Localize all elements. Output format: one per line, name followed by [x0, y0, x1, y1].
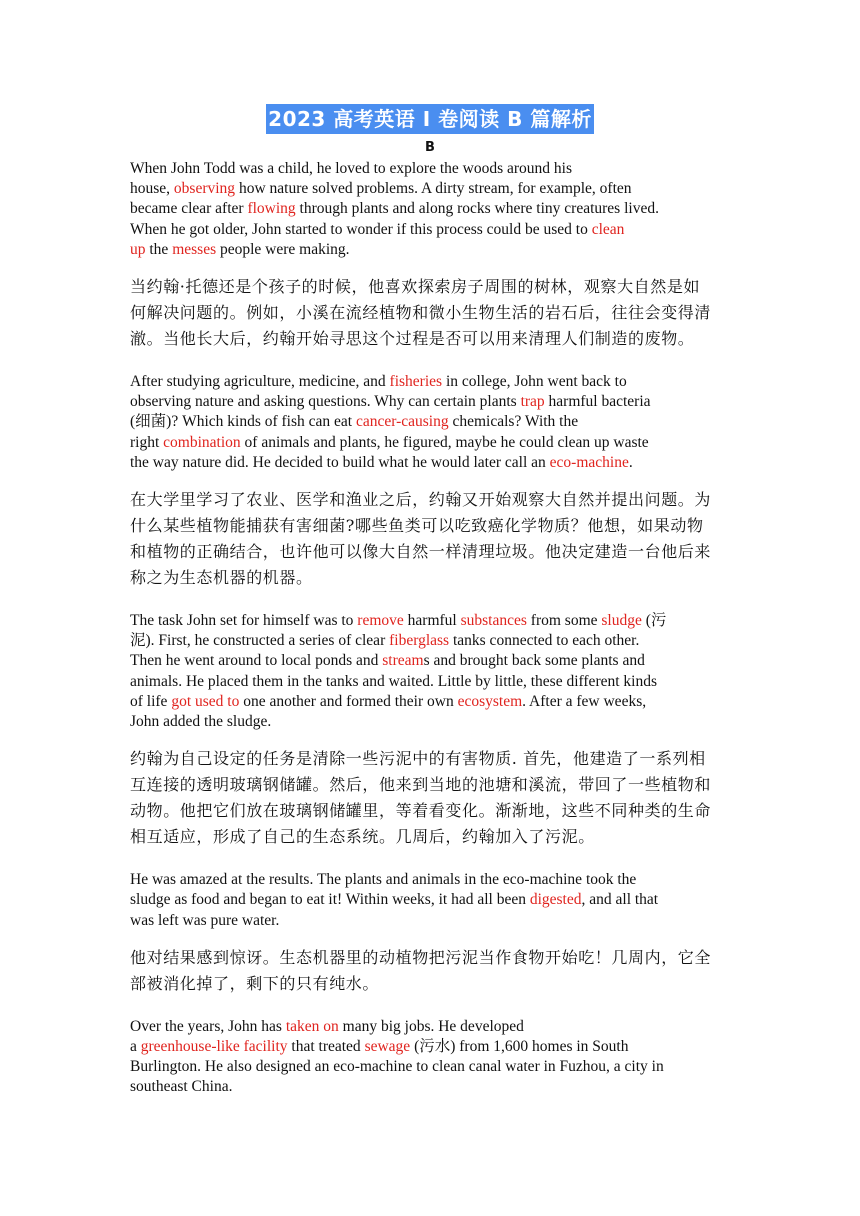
highlighted-vocab: ecosystem	[457, 692, 523, 710]
text-segment: , and all that	[581, 891, 659, 909]
highlighted-vocab: stream	[382, 652, 424, 670]
text-segment: harmful bacteria	[544, 393, 651, 411]
highlighted-vocab: sludge	[601, 612, 642, 630]
text-segment: 泥). First, he constructed a series of clear	[130, 632, 390, 650]
text-segment: 当约翰·托德还是个孩子的时候，他喜欢探索房子周围的树林，观察大自然是如	[130, 277, 701, 297]
highlighted-vocab: combination	[163, 433, 241, 451]
paragraph-gap	[130, 997, 730, 1017]
text-segment: sludge as food and began to eat it! Within weeks, it had all been	[130, 891, 530, 909]
highlighted-vocab: substances	[460, 612, 527, 630]
text-line	[130, 870, 730, 890]
text-segment: observing nature and asking questions. Why can certain plants	[130, 393, 521, 411]
paragraph-gap	[130, 931, 730, 945]
highlighted-vocab: digested	[529, 891, 582, 909]
text-line	[130, 220, 730, 240]
paragraph-gap	[130, 850, 730, 870]
text-segment: how nature solved problems. A dirty stream, for example, often	[235, 180, 632, 198]
text-segment: He was amazed at the results. The plants and animals in the eco-machine took the	[130, 871, 637, 889]
text-line	[130, 824, 730, 850]
text-segment: the way nature did. He decided to build what he would later call an	[130, 453, 550, 471]
text-line	[130, 631, 730, 651]
highlighted-vocab: eco-machine	[549, 453, 629, 471]
text-line	[130, 1077, 730, 1097]
text-line	[130, 159, 730, 179]
text-segment: chemicals? With the	[448, 413, 579, 431]
text-segment: that treated	[287, 1038, 365, 1056]
highlighted-vocab: messes	[172, 240, 217, 258]
text-line	[130, 372, 730, 392]
text-segment: John added the sludge.	[130, 713, 272, 731]
text-segment: people were making.	[216, 240, 350, 258]
text-segment: 动物。他把它们放在玻璃钢储罐里，等着看变化。渐渐地，这些不同种类的生命	[130, 801, 712, 821]
text-line	[130, 179, 730, 199]
text-line	[130, 513, 730, 539]
text-segment: the	[145, 240, 173, 258]
text-line	[130, 911, 730, 931]
title-wrap	[0, 104, 860, 137]
text-segment: 部被消化掉了，剩下的只有纯水。	[130, 973, 380, 993]
text-segment: When he got older, John started to wonder if this process could be used to	[130, 220, 592, 238]
text-line	[130, 199, 730, 219]
text-segment: southeast China.	[130, 1078, 233, 1096]
text-segment: .	[628, 453, 633, 471]
text-line	[130, 1057, 730, 1077]
text-segment: The task John set for himself was to	[130, 612, 358, 630]
text-segment: (细菌)? Which kinds of fish can eat	[130, 413, 356, 431]
text-segment: became clear after	[130, 200, 248, 218]
text-segment: in college, John went back to	[442, 373, 627, 391]
text-segment: through plants and along rocks where tiny creatures lived.	[295, 200, 659, 218]
text-line	[130, 1037, 730, 1057]
text-line	[130, 971, 730, 997]
text-line	[130, 565, 730, 591]
text-segment: tanks connected to each other.	[449, 632, 640, 650]
text-segment: 何解决问题的。例如，小溪在流经植物和微小生物生活的岩石后，往往会变得清	[130, 303, 712, 323]
english-paragraph	[130, 1017, 730, 1098]
text-segment: of animals and plants, he figured, maybe he could clean up waste	[240, 433, 649, 451]
chinese-translation	[130, 274, 730, 352]
paragraph-list	[130, 159, 730, 1098]
text-segment: one another and formed their own	[239, 692, 458, 710]
text-segment: harmful	[403, 612, 461, 630]
text-line	[130, 300, 730, 326]
text-line	[130, 772, 730, 798]
document-page	[130, 104, 730, 1098]
text-line	[130, 412, 730, 432]
english-paragraph	[130, 611, 730, 732]
highlighted-vocab: up	[130, 240, 146, 258]
highlighted-vocab: sewage	[364, 1038, 411, 1056]
text-line	[130, 611, 730, 631]
text-line	[130, 1017, 730, 1037]
highlighted-vocab: taken on	[285, 1017, 339, 1035]
text-segment: Then he went around to local ponds and	[130, 652, 383, 670]
highlighted-vocab: observing	[173, 180, 236, 198]
text-segment: 相互适应，形成了自己的生态系统。几周后，约翰加入了污泥。	[130, 827, 595, 847]
text-line	[130, 453, 730, 473]
english-paragraph	[130, 372, 730, 473]
highlighted-vocab: clean	[591, 220, 625, 238]
highlighted-vocab: fiberglass	[389, 632, 450, 650]
text-segment: . After a few weeks,	[522, 692, 647, 710]
text-line	[130, 487, 730, 513]
text-segment: Over the years, John has	[130, 1017, 286, 1035]
text-segment: Burlington. He also designed an eco-machine to clean canal water in Fuzhou, a city in	[130, 1058, 664, 1076]
text-segment: 在大学里学习了农业、医学和渔业之后，约翰又开始观察大自然并提出问题。为	[130, 490, 712, 510]
english-paragraph	[130, 870, 730, 931]
text-line	[130, 746, 730, 772]
text-segment: of life	[130, 692, 172, 710]
text-line	[130, 672, 730, 692]
section-label: B	[425, 140, 435, 155]
document-title: 2023 高考英语 I 卷阅读 B 篇解析	[266, 104, 594, 134]
paragraph-gap	[130, 732, 730, 746]
text-segment: (污水) from 1,600 homes in South	[410, 1038, 629, 1056]
text-line	[130, 712, 730, 732]
paragraph-gap	[130, 352, 730, 372]
chinese-translation	[130, 746, 730, 850]
text-segment: When John Todd was a child, he loved to explore the woods around his	[130, 160, 573, 177]
text-segment: a	[130, 1038, 141, 1056]
text-segment: 澈。当他长大后，约翰开始寻思这个过程是否可以用来清理人们制造的废物。	[130, 329, 695, 349]
chinese-translation	[130, 487, 730, 591]
text-segment: right	[130, 433, 164, 451]
paragraph-gap	[130, 473, 730, 487]
text-segment: animals. He placed them in the tanks and waited. Little by little, these different kinds	[130, 672, 657, 690]
highlighted-vocab: got used to	[171, 692, 240, 710]
text-line	[130, 433, 730, 453]
paragraph-gap	[130, 591, 730, 611]
text-segment: house,	[130, 180, 174, 198]
text-segment: 称之为生态机器的机器。	[130, 568, 313, 588]
text-line	[130, 539, 730, 565]
text-line	[130, 798, 730, 824]
text-line	[130, 240, 730, 260]
text-segment: (污	[641, 612, 667, 630]
text-segment: 什么某些植物能捕获有害细菌?哪些鱼类可以吃致癌化学物质？他想，如果动物	[130, 516, 704, 536]
highlighted-vocab: remove	[357, 612, 404, 630]
text-segment: 他对结果感到惊讶。生态机器里的动植物把污泥当作食物开始吃！几周内，它全	[130, 947, 712, 967]
text-segment: 约翰为自己设定的任务是清除一些污泥中的有害物质. 首先，他建造了一系列相	[130, 749, 706, 769]
text-segment: many big jobs. He developed	[338, 1017, 524, 1035]
text-line	[130, 945, 730, 971]
highlighted-vocab: trap	[520, 393, 545, 411]
chinese-translation	[130, 945, 730, 997]
text-segment: 和植物的正确结合，也许他可以像大自然一样清理垃圾。他决定建造一台他后来	[130, 542, 712, 562]
text-segment: 互连接的透明玻璃钢储罐。然后，他来到当地的池塘和溪流，带回了一些植物和	[130, 775, 712, 795]
highlighted-vocab: cancer-causing	[355, 413, 449, 431]
text-segment: After studying agriculture, medicine, and	[130, 373, 390, 391]
text-line	[130, 890, 730, 910]
highlighted-vocab: greenhouse-like facility	[140, 1038, 288, 1056]
text-line	[130, 692, 730, 712]
english-paragraph	[130, 159, 730, 260]
text-line	[130, 326, 730, 352]
text-segment: s and brought back some plants and	[423, 652, 645, 670]
paragraph-gap	[130, 260, 730, 274]
text-segment: was left was pure water.	[130, 911, 280, 929]
text-segment: from some	[526, 612, 602, 630]
highlighted-vocab: flowing	[247, 200, 296, 218]
text-line	[130, 392, 730, 412]
text-line	[130, 651, 730, 671]
text-line	[130, 274, 730, 300]
highlighted-vocab: fisheries	[389, 373, 443, 391]
